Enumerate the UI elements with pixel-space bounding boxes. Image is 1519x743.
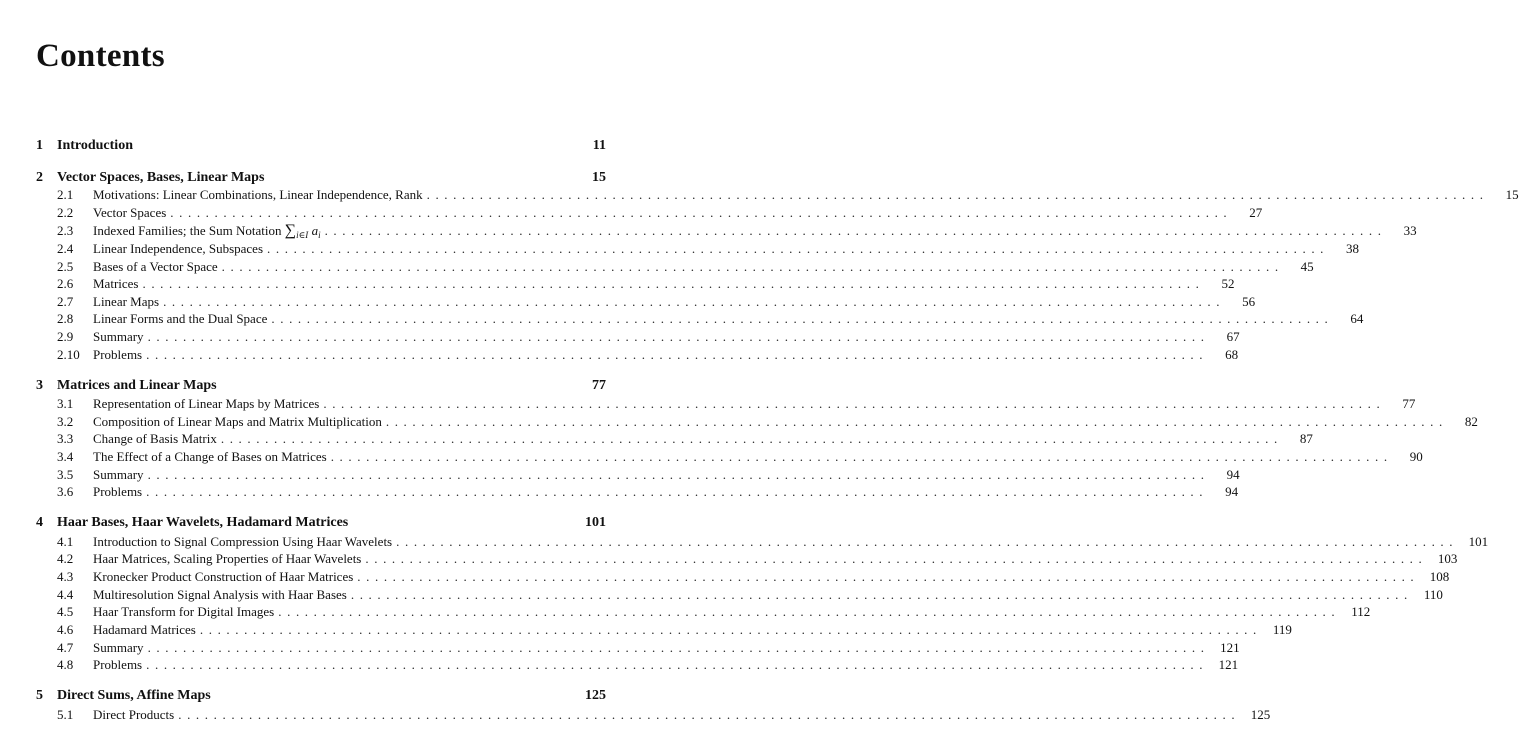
dot-leader: ........................................................................................................................	[220, 431, 1283, 446]
toc-section-4-7[interactable]	[57, 639, 1240, 656]
section-number: 3.5	[57, 467, 74, 482]
toc-section-2-6[interactable]	[57, 275, 1235, 292]
sum-symbol: ∑	[284, 222, 297, 239]
section-title: Direct Products	[93, 707, 175, 722]
dot-leader: ........................................................................................................................	[146, 347, 1209, 362]
sum-subscript: i∈I	[296, 230, 309, 240]
section-title: The Effect of a Change of Bases on Matrices	[93, 449, 327, 464]
toc-section-2-4[interactable]	[57, 240, 1360, 257]
section-title: Haar Transform for Digital Images	[93, 604, 275, 619]
toc-section-2-8[interactable]	[57, 310, 1364, 327]
section-number: 3.4	[57, 449, 74, 464]
section-title: Vector Spaces	[93, 205, 167, 220]
toc-section-4-8[interactable]	[57, 656, 1239, 673]
dot-leader: ........................................................................................................................	[221, 259, 1284, 274]
toc-section-4-6[interactable]	[57, 621, 1292, 638]
toc-section-3-6[interactable]	[57, 483, 1239, 500]
section-page: 68	[1225, 347, 1239, 362]
section-page: 94	[1226, 467, 1240, 482]
dot-leader: ........................................................................................................................	[357, 569, 1420, 584]
section-title: Introduction to Signal Compression Using Haar Wavelets	[93, 534, 393, 549]
section-number: 3.2	[57, 414, 74, 429]
section-number: 2.2	[57, 205, 74, 220]
dot-leader: ........................................................................................................................	[147, 640, 1210, 655]
section-page: 27	[1249, 205, 1263, 220]
dot-leader: ........................................................................................................................	[170, 205, 1233, 220]
chapter-page: 101	[585, 515, 606, 530]
section-number: 2.9	[57, 329, 74, 344]
section-page: 77	[1402, 396, 1416, 411]
toc-section-3-4[interactable]	[57, 448, 1423, 465]
dot-leader: ........................................................................................................................	[278, 604, 1341, 619]
section-page: 67	[1226, 329, 1240, 344]
section-page: 101	[1468, 534, 1489, 549]
section-number: 2.8	[57, 311, 74, 326]
section-page: 121	[1220, 640, 1240, 655]
dot-leader: ........................................................................................................................	[324, 223, 1387, 238]
section-number: 4.6	[57, 622, 74, 637]
section-title: Problems	[93, 657, 143, 672]
chapter-title: Haar Bases, Haar Wavelets, Hadamard Matrices	[57, 515, 349, 530]
toc-section-4-2[interactable]	[57, 550, 1458, 567]
section-page: 90	[1409, 449, 1423, 464]
dot-leader: ........................................................................................................................	[146, 657, 1209, 672]
section-title: Matrices	[93, 276, 139, 291]
section-title: Motivations: Linear Combinations, Linear Independence, Rank	[93, 187, 423, 202]
section-title: Kronecker Product Construction of Haar Matrices	[93, 569, 354, 584]
dot-leader: ........................................................................................................................	[350, 587, 1413, 602]
toc-chapter-4[interactable]	[36, 514, 606, 532]
section-number: 2.10	[57, 347, 80, 362]
dot-leader: ........................................................................................................................	[396, 534, 1459, 549]
toc-section-2-1[interactable]	[57, 186, 1519, 203]
toc-section-2-9[interactable]	[57, 328, 1240, 345]
section-page: 56	[1242, 294, 1256, 309]
toc-section-2-10[interactable]	[57, 346, 1239, 363]
section-number: 3.3	[57, 431, 74, 446]
section-page: 15	[1505, 187, 1519, 202]
toc-section-5-1[interactable]	[57, 706, 1271, 723]
section-number: 2.4	[57, 241, 74, 256]
section-page: 52	[1221, 276, 1235, 291]
dot-leader: ........................................................................................................................	[271, 311, 1334, 326]
chapter-page: 125	[585, 688, 606, 703]
section-page: 87	[1299, 431, 1313, 446]
section-page: 45	[1300, 259, 1314, 274]
section-page: 125	[1250, 707, 1271, 722]
section-number: 4.3	[57, 569, 74, 584]
section-number: 3.6	[57, 484, 74, 499]
chapter-title: Vector Spaces, Bases, Linear Maps	[57, 170, 265, 185]
section-number: 4.5	[57, 604, 74, 619]
toc-section-3-5[interactable]	[57, 466, 1240, 483]
section-number: 4.7	[57, 640, 74, 655]
section-page: 64	[1350, 311, 1364, 326]
page-title: Contents	[36, 38, 165, 74]
toc-section-2-7[interactable]	[57, 293, 1256, 310]
section-number: 2.7	[57, 294, 74, 309]
toc-section-2-2[interactable]	[57, 204, 1263, 221]
chapter-page: 15	[592, 170, 606, 185]
toc-chapter-3[interactable]	[36, 377, 606, 395]
section-page: 112	[1351, 604, 1371, 619]
chapter-number: 2	[36, 170, 43, 185]
section-title: Change of Basis Matrix	[93, 431, 217, 446]
section-title-text: Indexed Families; the Sum Notation	[93, 223, 282, 238]
chapter-title: Direct Sums, Affine Maps	[57, 688, 211, 703]
toc-section-4-4[interactable]	[57, 586, 1443, 603]
chapter-title: Introduction	[57, 138, 133, 153]
section-page: 108	[1429, 569, 1450, 584]
section-title: Summary	[93, 467, 144, 482]
section-page: 110	[1423, 587, 1443, 602]
toc-section-2-3[interactable]	[57, 222, 1417, 240]
section-title: Linear Forms and the Dual Space	[93, 311, 268, 326]
section-page: 94	[1225, 484, 1239, 499]
section-title: Representation of Linear Maps by Matrices	[93, 396, 320, 411]
toc-section-3-2[interactable]	[57, 413, 1478, 430]
section-title: Problems	[93, 484, 143, 499]
section-title: Problems	[93, 347, 143, 362]
section-title: Summary	[93, 640, 144, 655]
section-page: 103	[1437, 551, 1458, 566]
chapter-number: 5	[36, 688, 43, 703]
section-number: 4.2	[57, 551, 74, 566]
toc-section-3-3[interactable]	[57, 430, 1313, 447]
chapter-page: 77	[592, 378, 606, 393]
dot-leader: ........................................................................................................................	[426, 187, 1489, 202]
section-page: 38	[1346, 241, 1360, 256]
toc-chapter-1[interactable]	[36, 137, 606, 155]
section-title: Hadamard Matrices	[93, 622, 196, 637]
section-title: Haar Matrices, Scaling Properties of Haar Wavelets	[93, 551, 362, 566]
section-number: 3.1	[57, 396, 74, 411]
sum-term: a	[311, 223, 319, 238]
sum-term-subscript: i	[318, 230, 321, 240]
toc-section-3-1[interactable]	[57, 395, 1416, 412]
section-number: 5.1	[57, 707, 74, 722]
dot-leader: ........................................................................................................................	[147, 467, 1210, 482]
section-page: 121	[1218, 657, 1239, 672]
toc-chapter-2[interactable]	[36, 169, 606, 187]
section-number: 2.5	[57, 259, 74, 274]
dot-leader: ........................................................................................................................	[142, 276, 1205, 291]
section-number: 4.8	[57, 657, 74, 672]
dot-leader: ........................................................................................................................	[385, 414, 1448, 429]
chapter-page: 11	[592, 138, 606, 153]
dot-leader: ........................................................................................................................	[147, 329, 1210, 344]
section-number: 2.3	[57, 223, 74, 238]
section-number: 4.4	[57, 587, 74, 602]
section-page: 119	[1272, 622, 1292, 637]
section-number: 2.1	[57, 187, 74, 202]
chapter-number: 4	[36, 515, 43, 530]
section-title: Bases of a Vector Space	[93, 259, 218, 274]
chapter-number: 3	[36, 378, 43, 393]
dot-leader: ........................................................................................................................	[365, 551, 1428, 566]
section-title: Summary	[93, 329, 144, 344]
dot-leader: ........................................................................................................................	[178, 707, 1241, 722]
dot-leader: ........................................................................................................................	[330, 449, 1393, 464]
dot-leader: ........................................................................................................................	[146, 484, 1209, 499]
dot-leader: ........................................................................................................................	[199, 622, 1262, 637]
section-title: Linear Independence, Subspaces	[93, 241, 264, 256]
section-title: Multiresolution Signal Analysis with Haar Bases	[93, 587, 347, 602]
dot-leader: ........................................................................................................................	[267, 241, 1330, 256]
chapter-number: 1	[36, 138, 43, 153]
section-number: 2.6	[57, 276, 74, 291]
toc-chapter-5[interactable]	[36, 687, 606, 705]
dot-leader: ........................................................................................................................	[323, 396, 1386, 411]
dot-leader: ........................................................................................................................	[163, 294, 1226, 309]
toc-section-4-5[interactable]	[57, 603, 1371, 620]
toc-section-2-5[interactable]	[57, 258, 1314, 275]
section-title: Composition of Linear Maps and Matrix Multiplication	[93, 414, 382, 429]
section-page: 33	[1403, 223, 1417, 238]
section-page: 82	[1464, 414, 1478, 429]
toc-section-4-1[interactable]	[57, 533, 1489, 550]
toc-section-4-3[interactable]	[57, 568, 1450, 585]
section-number: 4.1	[57, 534, 74, 549]
chapter-title: Matrices and Linear Maps	[57, 378, 217, 393]
section-title: Linear Maps	[93, 294, 160, 309]
